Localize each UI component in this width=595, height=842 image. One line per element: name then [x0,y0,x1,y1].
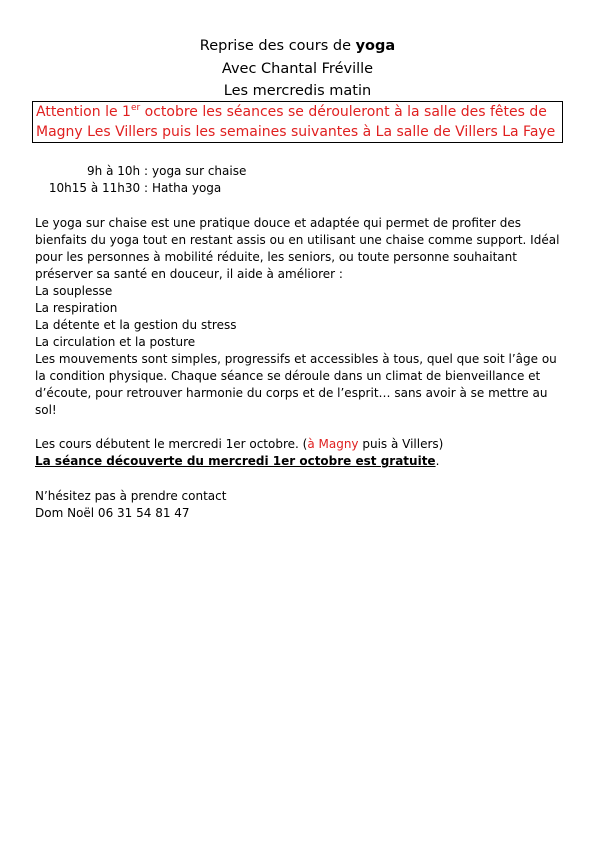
schedule-row [35,180,221,197]
schedule-row [35,163,246,180]
contact-phone: Dom Noël 06 31 54 81 47 [35,506,190,520]
closing-line: sol! [35,403,57,417]
day-line: Les mercredis matin [223,83,372,99]
benefit-item: La souplesse [35,284,113,298]
title-prefix: Reprise des cours de [199,38,356,54]
free-session-text: La séance découverte du mercredi 1er octobre est gratuite [35,454,436,468]
contact-invite: N’hésitez pas à prendre contact [35,489,227,503]
notice-text-end: octobre les séances se dérouleront à la salle des fêtes de [140,104,547,120]
benefit-item: La respiration [35,301,118,315]
start-suffix: puis à Villers) [358,437,444,451]
title-bold-word: yoga [355,38,396,54]
notice-line-2: Magny Les Villers puis les semaines suivantes à La salle de Villers La Faye [36,124,556,140]
start-location-highlight: à Magny [307,437,359,451]
benefit-item: La circulation et la posture [35,335,196,349]
notice-superscript: er [130,103,141,113]
description-line: Le yoga sur chaise est une pratique douce et adaptée qui permet de profiter des [35,216,522,230]
description-line: pour les personnes à mobilité réduite, les seniors, ou toute personne souhaitant [35,250,517,264]
closing-line: la condition physique. Chaque séance se déroule dans un climat de bienveillance et [35,369,541,383]
free-session-period: . [435,454,440,468]
instructor-line: Avec Chantal Fréville [221,61,374,77]
description-line: bienfaits du yoga tout en restant assis ou en utilisant une chaise comme support. Idéal [35,233,560,247]
closing-line: d’écoute, pour retrouver harmonie du corps et de l’esprit… sans avoir à se mettre au [35,386,548,400]
schedule-activity: Hatha yoga [152,181,222,195]
schedule-time: 9h à 10h : [87,164,148,178]
attention-notice-box [32,101,563,143]
start-date-line [35,436,443,453]
notice-text-start: Attention le 1 [36,104,131,120]
schedule-time: 10h15 à 11h30 : [48,181,148,195]
benefit-item: La détente et la gestion du stress [35,318,237,332]
closing-line: Les mouvements sont simples, progressifs et accessibles à tous, quel que soit l’âge ou [35,352,557,366]
start-prefix: Les cours débutent le mercredi 1er octobre. ( [35,437,308,451]
page-title [0,36,595,56]
free-session-line [35,453,439,470]
description-line: préserver sa santé en douceur, il aide à améliorer : [35,267,343,281]
notice-line-1 [36,102,562,122]
schedule-activity: yoga sur chaise [152,164,247,178]
